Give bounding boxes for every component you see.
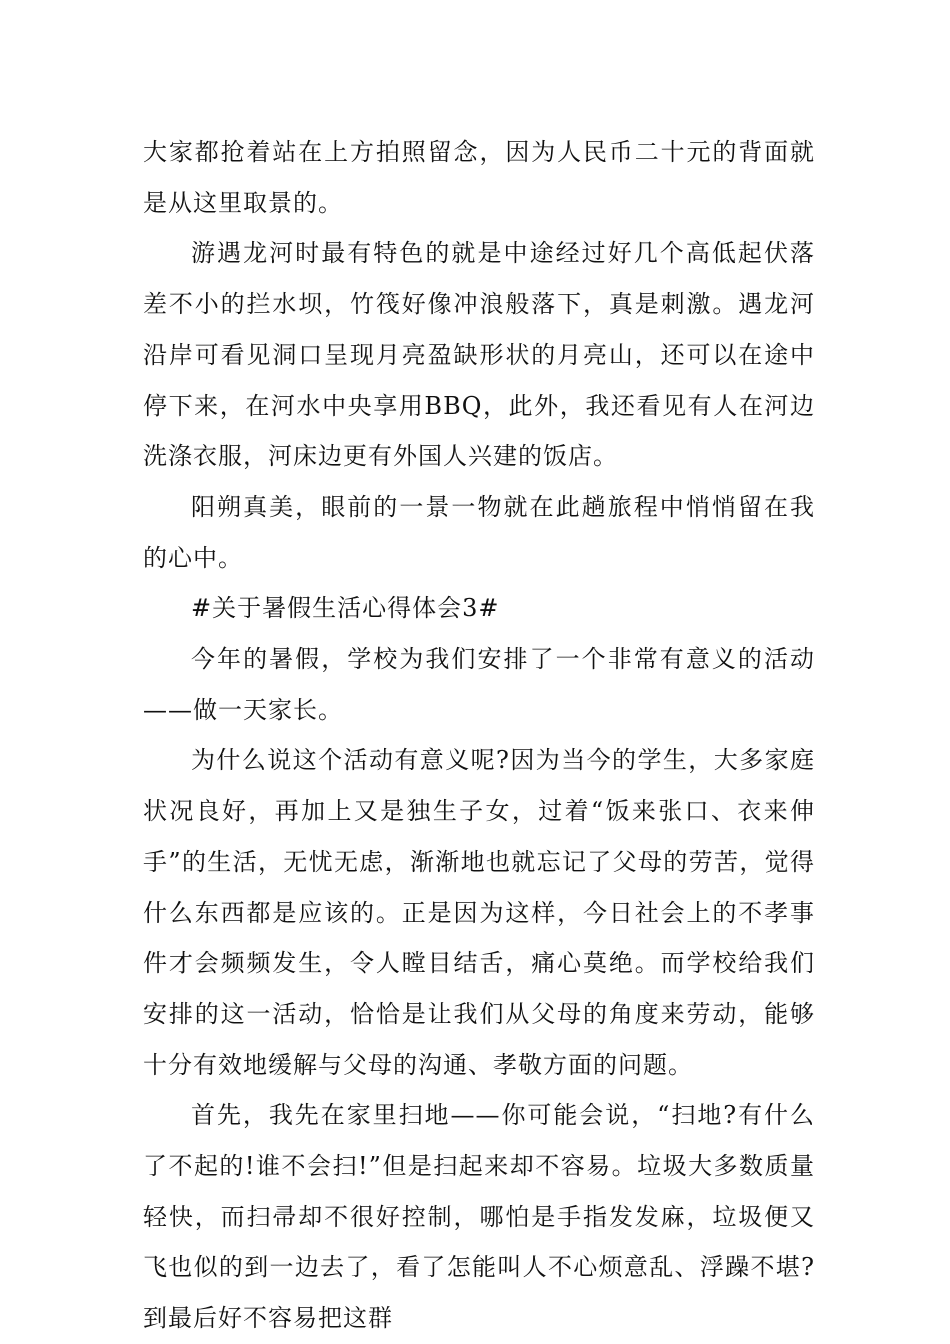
paragraph-meaning: 为什么说这个活动有意义呢?因为当今的学生，大多家庭状况良好，再加上又是独生子女，过着“饭来张口、衣来伸手”的生活，无忧无虑，渐渐地也就忘记了父母的劳苦，觉得什么东西都是应该的。正是因为这样，今日社会上的不孝事件才会频频发生，令人瞠目结舌，痛心莫绝。而学校给我们安排的这一活动，恰恰是让我们从父母的角度来劳动，能够十分有效地缓解与父母的沟通、孝敬方面的问题。 [143, 746, 815, 1079]
paragraph-yulong-river: 游遇龙河时最有特色的就是中途经过好几个高低起伏落差不小的拦水坝，竹筏好像冲浪般落下，真是刺激。遇龙河沿岸可看见洞口呈现月亮盈缺形状的月亮山，还可以在途中停下来，在河水中央享用BBQ，此外，我还看见有人在河边洗涤衣服，河床边更有外国人兴建的饭店。 [143, 239, 815, 471]
paragraph-yangshuo: 阳朔真美，眼前的一景一物就在此趟旅程中悄悄留在我的心中。 [143, 492, 815, 572]
section-heading: #关于暑假生活心得体会3# [191, 594, 500, 623]
paragraph-summer-activity: 今年的暑假，学校为我们安排了一个非常有意义的活动——做一天家长。 [143, 645, 815, 724]
paragraph-sweeping: 首先，我先在家里扫地——你可能会说，“扫地?有什么了不起的!谁不会扫!”但是扫起来却不容易。垃圾大多数质量轻快，而扫帚却不很好控制，哪怕是手指发发麻，垃圾便又飞也似的到一边去了，看了怎能叫人不心烦意乱、浮躁不堪?到最后好不容易把这群 [143, 1101, 815, 1333]
paragraph-continuation: 大家都抢着站在上方拍照留念，因为人民币二十元的背面就是从这里取景的。 [143, 138, 815, 217]
document-body [143, 127, 815, 1344]
